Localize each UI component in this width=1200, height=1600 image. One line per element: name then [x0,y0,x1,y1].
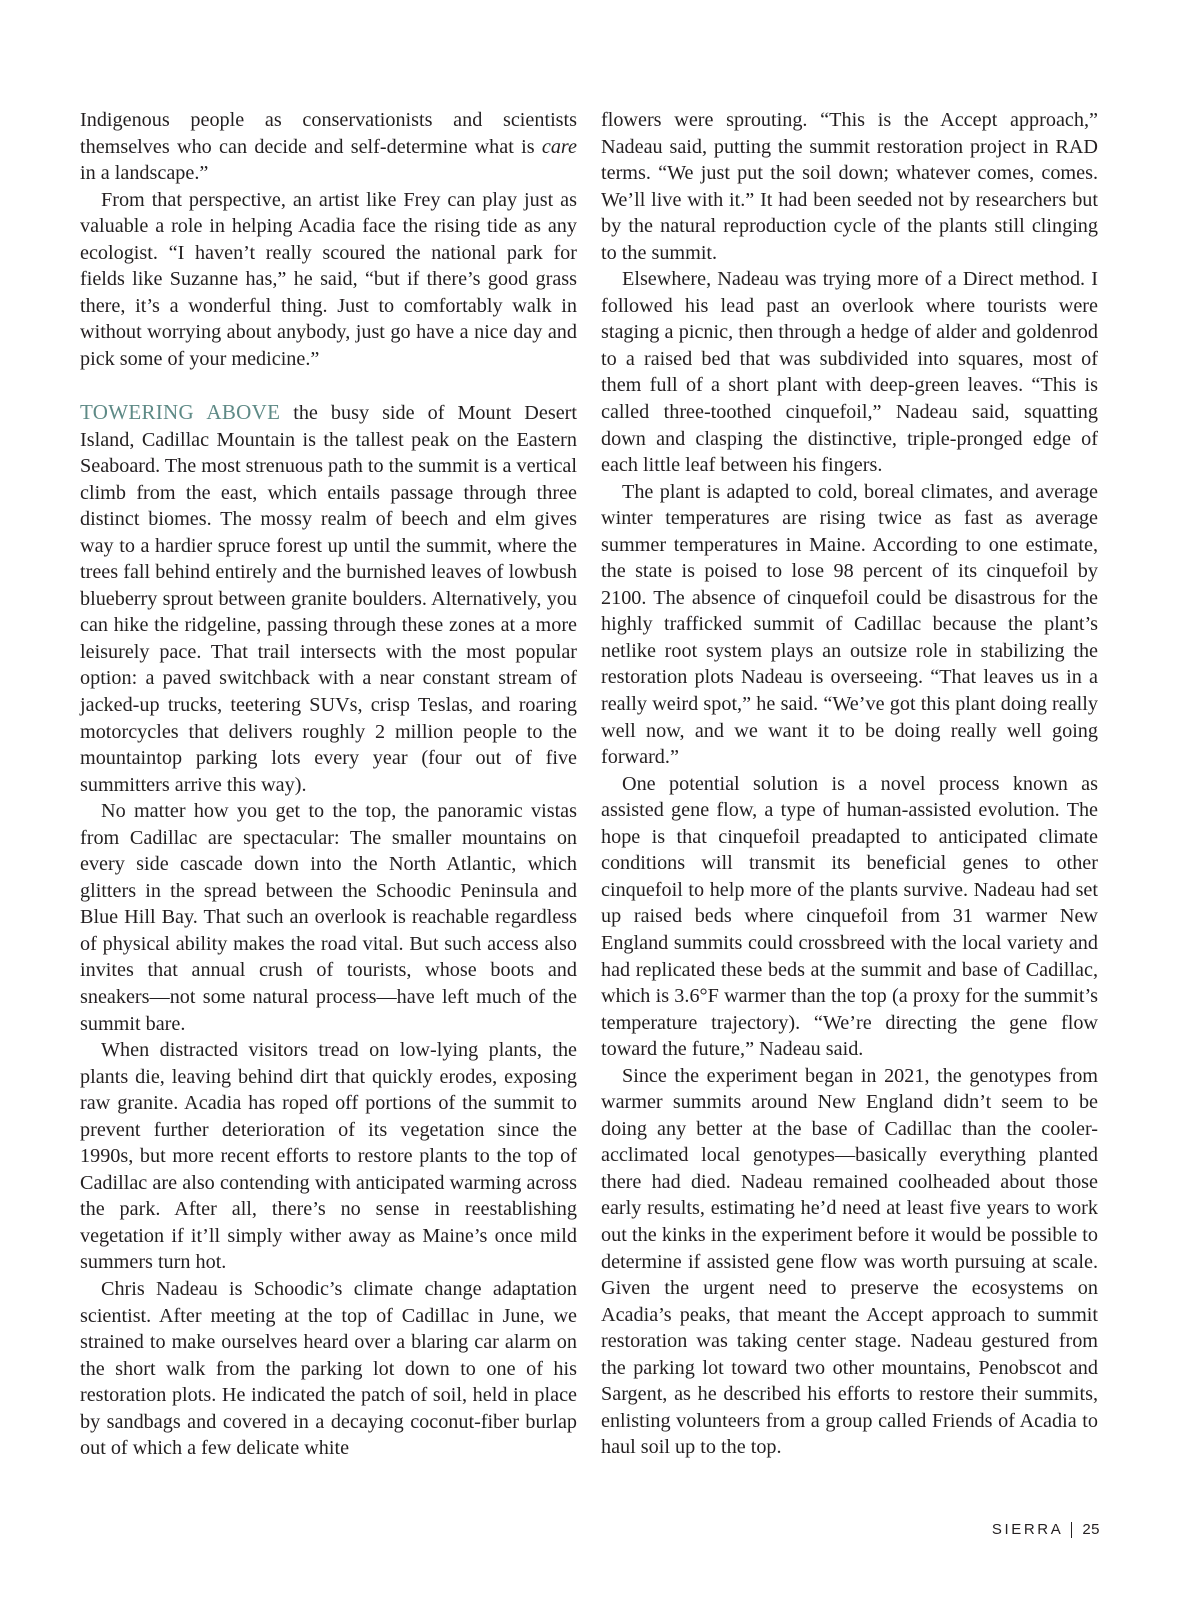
section-start-paragraph [80,399,577,798]
paragraph: Since the experiment began in 2021, the genotypes from warmer summits around New England didn’t seem to be doing any better at the base of Cadillac than the cooler-acclimated local genotypes—basically everything planted there had died. Nadeau remained coolheaded about those early results, estimating he’d need at least five years to work out the kinks in the experiment before it would be possible to determine if assisted gene flow was worth pursuing at scale. Given the urgent need to preserve the ecosystems on Acadia’s peaks, that meant the Accept approach to summit restoration was taking center stage. Nadeau gestured from the parking lot toward two other mountains, Penobscot and Sargent, as he described his efforts to restore their summits, enlisting volunteers from a group called Friends of Acadia to haul soil up to the top. [601,1064,1098,1459]
paragraph: When distracted visitors tread on low-lying plants, the plants die, leaving behind dirt that quickly erodes, exposing raw granite. Acadia has roped off portions of the summit to prevent further deterioration of its vegetation since the 1990s, but more recent efforts to restore plants to the top of Cadillac are also contending with anticipated warming across the park. After all, there’s no sense in reestablishing vegetation if it’ll simply wither away as Maine’s once mild summers turn hot. [80,1039,577,1274]
right-column [601,107,1098,1461]
paragraph: From that perspective, an artist like Frey can play just as valuable a role in helping Acadia face the rising tide as any ecologist. “I haven’t really scoured the national park for fields like Suzanne has,” he said, “but if there’s good grass there, it’s a wonderful thing. Just to comfortably walk in without worrying about anybody, just go have a nice day and pick some of your medicine.” [80,188,577,370]
paragraph: flowers were sprouting. “This is the Accept approach,” Nadeau said, putting the summit restoration project in RAD terms. “We just put the soil down; whatever comes, comes. We’ll live with it.” It had been seeded not by researchers but by the natural reproduction cycle of the plants still clinging to the summit. [601,109,1098,264]
paragraph: No matter how you get to the top, the panoramic vistas from Cadillac are spectacular: The smaller mountains on every side cascade down into the North Atlantic, which glitters in the spread between the Schoodic Peninsula and Blue Hill Bay. That such an overlook is reachable regardless of physical ability makes the road vital. But such access also invites that annual crush of tourists, whose boots and sneakers—not some natural process—have left much of the summit bare. [80,800,577,1035]
paragraph-text: Indigenous people as conservationists and scientists themselves who can decide and self-determine what is [80,109,577,158]
emphasis-text: care [541,135,577,158]
paragraph [80,107,577,187]
paragraph-text: in a landscape.” [80,162,209,185]
page-footer [992,1521,1100,1538]
page-number: 25 [1082,1521,1100,1538]
paragraph: The plant is adapted to cold, boreal climates, and average winter temperatures are rising twice as fast as average summer temperatures in Maine. According to one estimate, the state is poised to lose 98 percent of its cinquefoil by 2100. The absence of cinquefoil could be disastrous for the highly trafficked summit of Cadillac because the plant’s netlike root system plays an outsize role in stabilizing the restoration plots Nadeau is overseeing. “That leaves us in a really weird spot,” he said. “We’ve got this plant doing really well now, and we want it to be doing really well going forward.” [601,480,1098,769]
left-column [80,107,577,1462]
section-lead-in: TOWERING ABOVE [80,399,281,424]
paragraph: Elsewhere, Nadeau was trying more of a Direct method. I followed his lead past an overlook where tourists were staging a picnic, then through a hedge of alder and goldenrod to a raised bed that was subdivided into squares, most of them full of a short plant with deep-green leaves. “This is called three-toothed cinquefoil,” Nadeau said, squatting down and clasping the distinctive, triple-pronged edge of each little leaf between his fingers. [601,268,1098,477]
magazine-name: SIERRA [991,1521,1064,1538]
paragraph: Chris Nadeau is Schoodic’s climate change adaptation scientist. After meeting at the top of Cadillac in June, we strained to make ourselves heard over a blaring car alarm on the short walk from the parking lot down to one of his restoration plots. He indicated the patch of soil, held in place by sandbags and covered in a decaying coconut-fiber burlap out of which a few delicate white [80,1278,577,1460]
footer-divider [1071,1522,1072,1538]
paragraph: One potential solution is a novel process known as assisted gene flow, a type of human-assisted evolution. The hope is that cinquefoil preadapted to anticipated climate conditions will transmit its beneficial genes to other cinquefoil to help more of the plants survive. Nadeau had set up raised beds where cinquefoil from 31 warmer New England summits could crossbreed with the local variety and had replicated these beds at the summit and base of Cadillac, which is 3.6°F warmer than the top (a proxy for the summit’s temperature trajectory). “We’re directing the gene flow toward the future,” Nadeau said. [601,772,1098,1061]
paragraph-text: the busy side of Mount Desert Island, Cadillac Mountain is the tallest peak on the Eastern Seaboard. The most strenuous path to the summit is a vertical climb from the east, which entails passage through three distinct biomes. The mossy realm of beech and elm gives way to a hardier spruce forest up until the summit, where the trees fall behind entirely and the burnished leaves of lowbush blueberry sprout between granite boulders. Alternatively, you can hike the ridgeline, passing through these zones at a more leisurely pace. That trail intersects with the most popular option: a paved switchback with a near constant stream of jacked-up trucks, teetering SUVs, crisp Teslas, and roaring motorcycles that delivers roughly 2 million people to the mountaintop parking lots every year (four out of five summitters arrive this way). [80,401,577,796]
